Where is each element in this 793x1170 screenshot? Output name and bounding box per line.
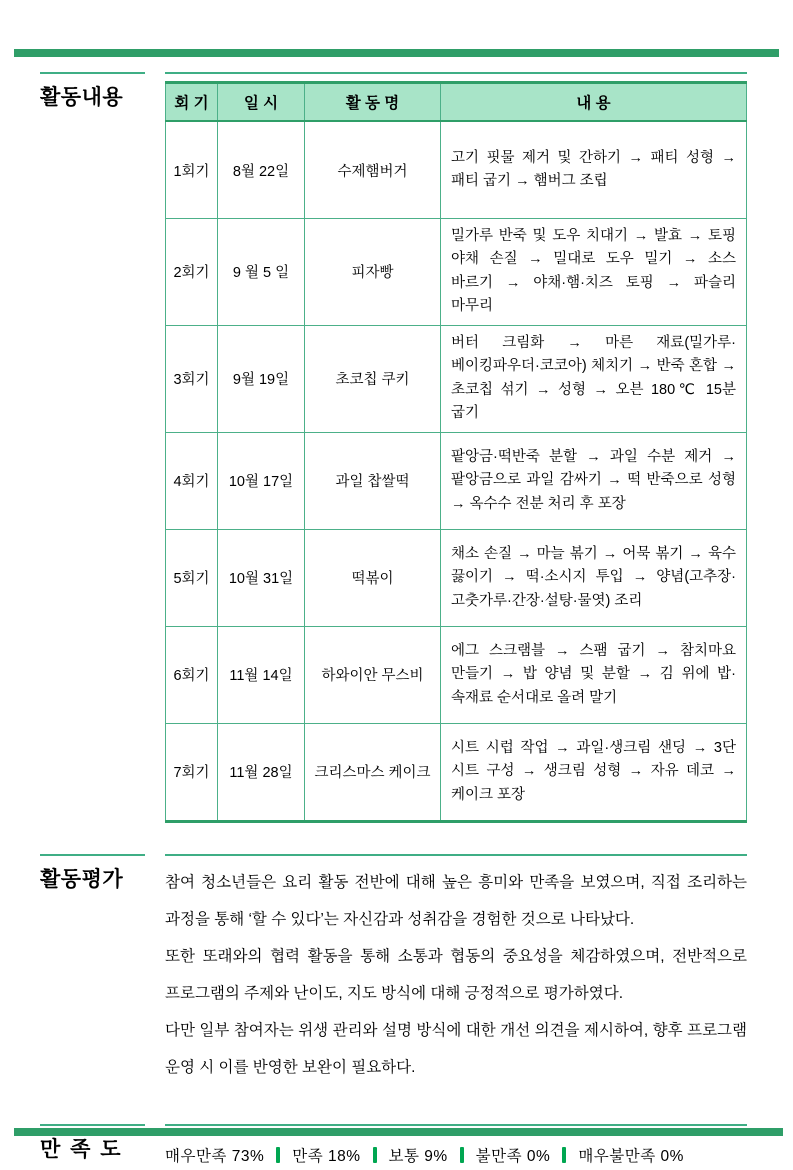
header-date: 일 시 [218, 83, 305, 122]
report-page [0, 49, 793, 1170]
section-label-satisfaction: 만 족 도 [40, 1124, 145, 1163]
date-cell: 8월 22일 [218, 121, 305, 219]
session-cell: 5회기 [166, 529, 218, 626]
separator-bar [276, 1147, 280, 1163]
section-evaluation [0, 854, 793, 1086]
date-cell: 10월 17일 [218, 432, 305, 529]
detail-cell: 팥앙금·떡반죽 분할 → 과일 수분 제거 → 팥앙금으로 과일 감싸기 → 떡 반죽으로 성형 → 옥수수 전분 처리 후 포장 [441, 432, 747, 529]
activity-name-cell: 크리스마스 케이크 [305, 723, 441, 821]
activity-name-cell: 수제햄버거 [305, 121, 441, 219]
satisfaction-item: 매우불만족 0% [578, 1147, 684, 1165]
detail-cell: 채소 손질 → 마늘 볶기 → 어묵 볶기 → 육수 끓이기 → 떡·소시지 투입 → 양념(고추장·고춧가루·간장·설탕·물엿) 조리 [441, 529, 747, 626]
section-activities [0, 72, 793, 823]
detail-cell: 시트 시럽 작업 → 과일·생크림 샌딩 → 3단 시트 구성 → 생크림 성형 → 자유 데코 → 케이크 포장 [441, 723, 747, 821]
date-cell: 9월 19일 [218, 325, 305, 432]
satisfaction-line [165, 1131, 747, 1166]
detail-cell: 밀가루 반죽 및 도우 치대기 → 발효 → 토핑 야채 손질 → 밀대로 도우 밀기 → 소스 바르기 → 야채·햄·치즈 토핑 → 파슬리 마무리 [441, 219, 747, 326]
separator-bar [373, 1147, 377, 1163]
satisfaction-item: 매우만족 73% [165, 1147, 265, 1165]
table-row [166, 325, 747, 432]
table-header-row [166, 83, 747, 122]
bottom-rule [14, 1128, 783, 1136]
table-row [166, 219, 747, 326]
detail-cell: 고기 핏물 제거 및 간하기 → 패티 성형 → 패티 굽기 → 햄버그 조립 [441, 121, 747, 219]
satisfaction-item: 만족 18% [292, 1147, 361, 1165]
section-label-activities: 활동내용 [40, 72, 145, 111]
activity-name-cell: 하와이안 무스비 [305, 626, 441, 723]
session-cell: 2회기 [166, 219, 218, 326]
activity-name-cell: 피자빵 [305, 219, 441, 326]
satisfaction-item: 보통 9% [388, 1147, 448, 1165]
date-cell: 9 월 5 일 [218, 219, 305, 326]
table-row [166, 121, 747, 219]
table-row [166, 529, 747, 626]
session-cell: 7회기 [166, 723, 218, 821]
activity-name-cell: 초코칩 쿠키 [305, 325, 441, 432]
activity-name-cell: 떡볶이 [305, 529, 441, 626]
evaluation-paragraph: 다만 일부 참여자는 위생 관리와 설명 방식에 대한 개선 의견을 제시하여, 향후 프로그램 운영 시 이를 반영한 보완이 필요하다. [165, 1021, 747, 1076]
table-row [166, 432, 747, 529]
header-session: 회 기 [166, 83, 218, 122]
separator-bar [562, 1147, 566, 1163]
satisfaction-item: 불만족 0% [475, 1147, 551, 1165]
evaluation-paragraph: 참여 청소년들은 요리 활동 전반에 대해 높은 흥미와 만족을 보였으며, 직접 조리하는 과정을 통해 ‘할 수 있다’는 자신감과 성취감을 경험한 것으로 나타났다. [165, 873, 747, 928]
session-cell: 3회기 [166, 325, 218, 432]
date-cell: 10월 31일 [218, 529, 305, 626]
evaluation-paragraph: 또한 또래와의 협력 활동을 통해 소통과 협동의 중요성을 체감하였으며, 전반적으로 프로그램의 주제와 난이도, 지도 방식에 대해 긍정적으로 평가하였다. [165, 947, 747, 1002]
table-row [166, 626, 747, 723]
top-rule [14, 49, 779, 57]
table-row [166, 723, 747, 821]
section-label-evaluation: 활동평가 [40, 854, 145, 893]
date-cell: 11월 14일 [218, 626, 305, 723]
session-cell: 6회기 [166, 626, 218, 723]
session-cell: 1회기 [166, 121, 218, 219]
header-name: 활 동 명 [305, 83, 441, 122]
activity-name-cell: 과일 찹쌀떡 [305, 432, 441, 529]
evaluation-content [165, 854, 747, 1086]
detail-cell: 버터 크림화 → 마른 재료(밀가루·베이킹파우더·코코아) 체치기 → 반죽 혼합 → 초코칩 섞기 → 성형 → 오븐 180℃ 15분 굽기 [441, 325, 747, 432]
separator-bar [460, 1147, 464, 1163]
session-cell: 4회기 [166, 432, 218, 529]
date-cell: 11월 28일 [218, 723, 305, 821]
detail-cell: 에그 스크램블 → 스팸 굽기 → 참치마요 만들기 → 밥 양념 및 분할 → 김 위에 밥·속재료 순서대로 올려 말기 [441, 626, 747, 723]
activities-content [165, 72, 747, 823]
header-detail: 내 용 [441, 83, 747, 122]
activity-table [165, 81, 747, 823]
